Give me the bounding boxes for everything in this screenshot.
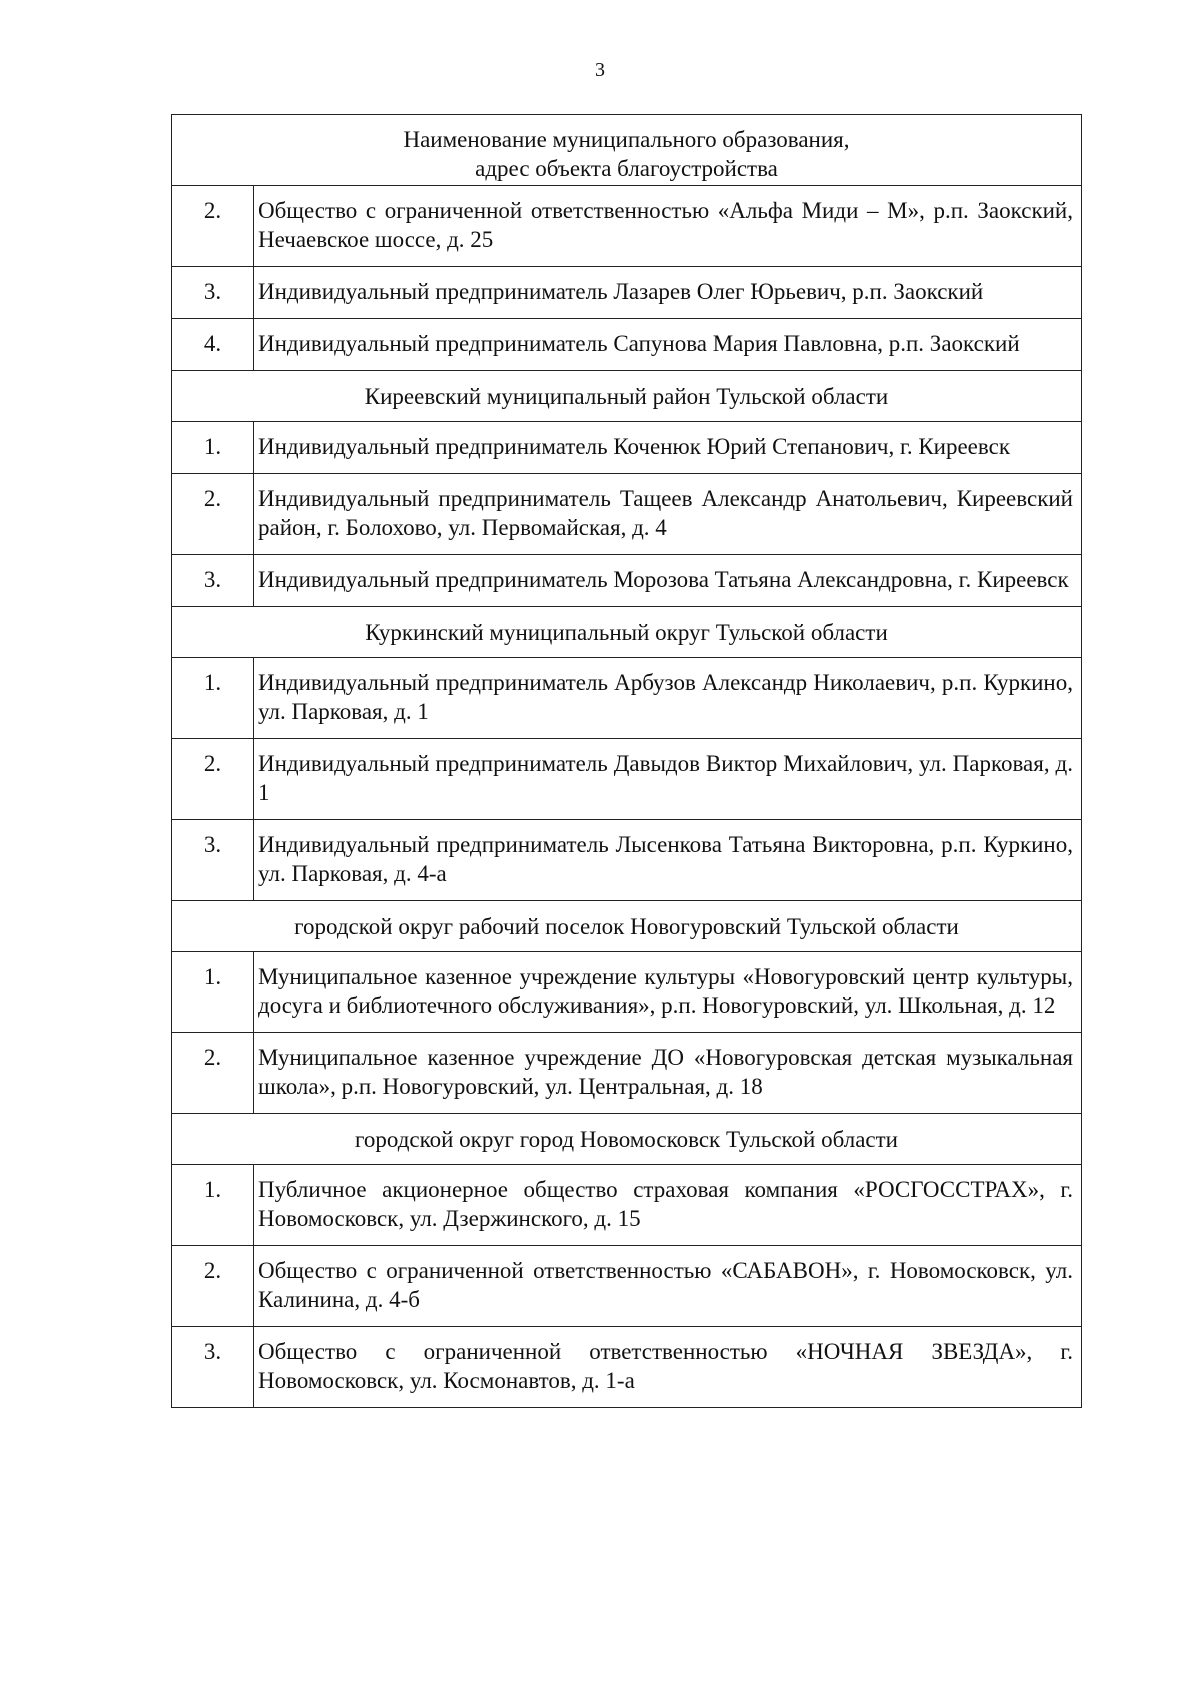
row-number: 1. [172, 658, 254, 739]
table-row [172, 422, 1082, 474]
table-row [172, 1246, 1082, 1327]
section-row [172, 1114, 1082, 1165]
row-number: 2. [172, 474, 254, 555]
row-text: Индивидуальный предприниматель Лысенкова Татьяна Викторовна, р.п. Куркино, ул. Парковая, д. 4-а [254, 820, 1082, 901]
row-number: 2. [172, 1033, 254, 1114]
row-text: Индивидуальный предприниматель Морозова Татьяна Александровна, г. Киреевск [254, 555, 1082, 607]
table-row [172, 1033, 1082, 1114]
row-number: 2. [172, 1246, 254, 1327]
row-text: Индивидуальный предприниматель Сапунова Мария Павловна, р.п. Заокский [254, 319, 1082, 371]
row-number: 2. [172, 186, 254, 267]
table-row [172, 820, 1082, 901]
row-text: Общество с ограниченной ответственностью «НОЧНАЯ ЗВЕЗДА», г. Новомосковск, ул. Космонавтов, д. 1-а [254, 1327, 1082, 1408]
section-title: городской округ рабочий поселок Новогуровский Тульской области [172, 901, 1082, 952]
row-number: 1. [172, 1165, 254, 1246]
table-row [172, 555, 1082, 607]
table-row [172, 1165, 1082, 1246]
row-text: Муниципальное казенное учреждение культуры «Новогуровский центр культуры, досуга и библиотечного обслуживания», р.п. Новогуровский, ул. Школьная, д. 12 [254, 952, 1082, 1033]
row-text: Индивидуальный предприниматель Лазарев Олег Юрьевич, р.п. Заокский [254, 267, 1082, 319]
table-row [172, 1327, 1082, 1408]
row-number: 4. [172, 319, 254, 371]
section-title: Киреевский муниципальный район Тульской области [172, 371, 1082, 422]
page-number: 3 [595, 59, 605, 81]
row-number: 3. [172, 555, 254, 607]
table-body [172, 115, 1082, 1408]
table-row [172, 319, 1082, 371]
row-number: 3. [172, 267, 254, 319]
row-text: Индивидуальный предприниматель Коченюк Юрий Степанович, г. Киреевск [254, 422, 1082, 474]
row-number: 1. [172, 952, 254, 1033]
section-row [172, 901, 1082, 952]
header-line-2: адрес объекта благоустройства [475, 156, 778, 181]
row-text: Индивидуальный предприниматель Давыдов Виктор Михайлович, ул. Парковая, д. 1 [254, 739, 1082, 820]
table-row [172, 658, 1082, 739]
row-number: 3. [172, 1327, 254, 1408]
table-row [172, 474, 1082, 555]
row-text: Индивидуальный предприниматель Тащеев Александр Анатольевич, Киреевский район, г. Болохово, ул. Первомайская, д. 4 [254, 474, 1082, 555]
section-title: Куркинский муниципальный округ Тульской области [172, 607, 1082, 658]
row-text: Общество с ограниченной ответственностью «САБАВОН», г. Новомосковск, ул. Калинина, д. 4-б [254, 1246, 1082, 1327]
row-number: 1. [172, 422, 254, 474]
header-line-1: Наименование муниципального образования, [403, 127, 850, 152]
table-row [172, 739, 1082, 820]
table-header-cell [172, 115, 1082, 186]
row-text: Индивидуальный предприниматель Арбузов Александр Николаевич, р.п. Куркино, ул. Парковая, д. 1 [254, 658, 1082, 739]
row-text: Муниципальное казенное учреждение ДО «Новогуровская детская музыкальная школа», р.п. Новогуровский, ул. Центральная, д. 18 [254, 1033, 1082, 1114]
section-row [172, 371, 1082, 422]
organizations-table [171, 114, 1082, 1408]
row-number: 2. [172, 739, 254, 820]
table-row [172, 267, 1082, 319]
section-title: городской округ город Новомосковск Тульской области [172, 1114, 1082, 1165]
table-row [172, 186, 1082, 267]
table-header-row [172, 115, 1082, 186]
row-text: Общество с ограниченной ответственностью «Альфа Миди – М», р.п. Заокский, Нечаевское шоссе, д. 25 [254, 186, 1082, 267]
table-row [172, 952, 1082, 1033]
section-row [172, 607, 1082, 658]
row-number: 3. [172, 820, 254, 901]
row-text: Публичное акционерное общество страховая компания «РОСГОССТРАХ», г. Новомосковск, ул. Дзержинского, д. 15 [254, 1165, 1082, 1246]
